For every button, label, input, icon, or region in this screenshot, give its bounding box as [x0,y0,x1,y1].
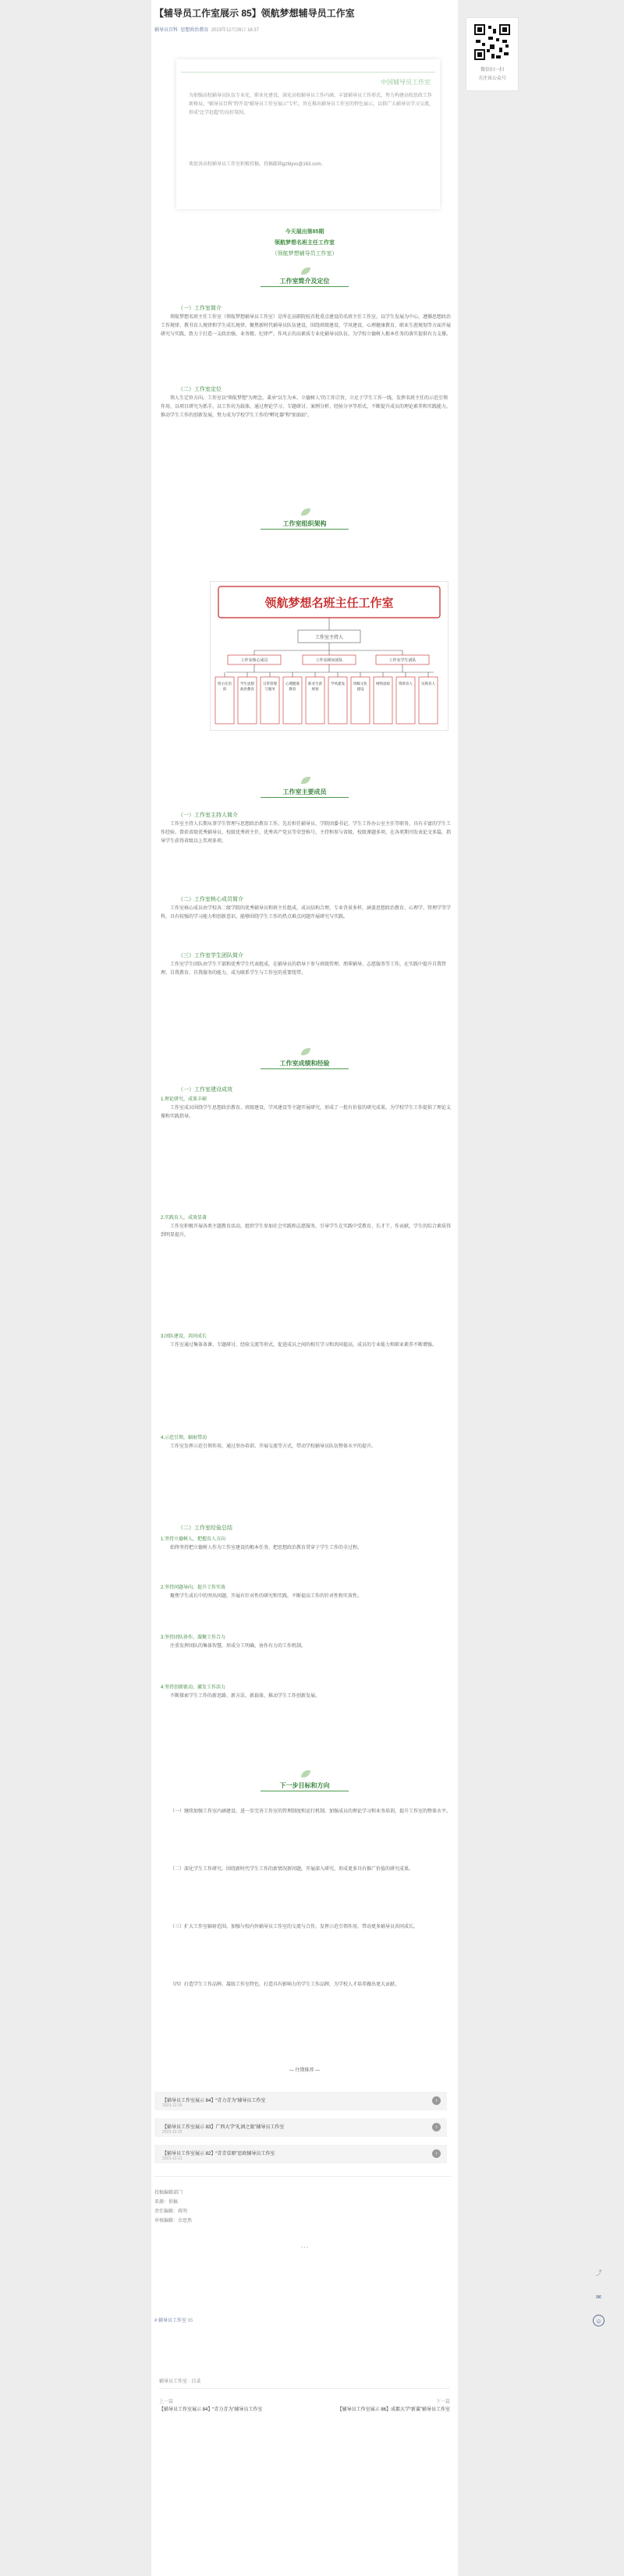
point-6d: 4.示范引领，辐射带动 [161,1436,207,1440]
section-title-next-steps [154,1781,455,1790]
paragraph-6c: 工作室通过集体备课、专题研讨、经验交流等形式，促进成员之间的相互学习和共同提高，成员的专业能力和职业素养不断增强。 [170,1343,438,1348]
related-title: 【辅导员工作室展示 82】“青青草原”思政辅导员工作室 [162,2152,275,2156]
paragraph-1: 领航梦想名班主任工作室（领航梦想辅导员工作室）是所在高职院校首批重点建设的名班主任工作室，以学生发展为中心，遵循思想政治工作规律、教书育人规律和学生成长规律，聚焦新时代辅导员队伍建设，围绕班级建设、学风建设、心理健康教育、职业生涯规划等方面开展研究与实践，致力于打造一支政治强、业务精、纪律严、作风正的高素质专业化辅导员队伍，为学校立德树人根本任务的落实提供有力支撑。 [161,315,451,337]
paragraph-6b: 工作室积极开展各类主题教育活动，组织学生参加社会实践和志愿服务，引导学生在实践中受教育、长才干、作贡献，学生的综合素质得到明显提升。 [161,1224,451,1238]
org-group-3: 工作室学生团队 [388,658,417,663]
paragraph-4: 工作室核心成员由学校各二级学院的优秀辅导员和班主任组成，成员结构合理，专业背景多样，涵盖思想政治教育、心理学、管理学等学科，具有较强的学习能力和创新意识，能够围绕学生工作的热点难点问题开展研究与实践。 [161,906,451,919]
paragraph-5: 工作室学生团队由学生干部和优秀学生代表组成，在辅导员的指导下参与班级管理、朋辈辅导、志愿服务等工作，在实践中提升自我管理、自我教育、自我服务的能力，成为联系学生与工作室的重要纽带。 [161,962,447,976]
subheading-4: （二）工作室核心成员简介 [178,897,243,902]
qr-caption-2: 关注该公众号 [477,76,506,81]
collection-nav [151,2363,458,2461]
paragraph-6d: 工作室发挥示范引领作用，通过举办培训、开展交流等方式，带动学校辅导员队伍整体水平的提升。 [170,1444,377,1449]
like-icon[interactable]: ☺ [593,2315,604,2326]
section-title-members [154,788,455,796]
studio-alt-name: （领航梦想辅导员工作室） [271,251,338,257]
studio-name: 领航梦想名班主任工作室 [275,240,335,246]
qr-caption-1: 微信扫一扫 [480,68,504,73]
intro-paragraph-1: 为加强高校辅导员队伍专业化、职业化建设，深化高校辅导员工作内涵、丰富辅导员工作形式，努力构建高校思政工作新格局，“辅导员百科”特开设“辅导员工作室展示”专栏，旨在推出辅导员工作室的特色展示，以供广大辅导员学习交流，形成“比学赶超”的良好氛围。 [189,94,434,115]
related-article-3[interactable] [154,2145,447,2163]
point-7a: 1.坚持立德树人，把握育人方向 [161,1537,226,1542]
section-heading: 工作室主要成员 [282,788,327,795]
subheading-3: （一）工作室主持人简介 [178,813,238,818]
related-article-2[interactable] [154,2118,447,2137]
org-leaf-label: 网络思政 [376,682,390,686]
section-underline [261,286,349,287]
collection-count: 85 [187,2319,193,2323]
account-name[interactable]: 思想政治教育 [180,28,209,33]
org-leaf-label: 班主任培训 [218,682,232,692]
section-heading: 下一步目标和方向 [279,1782,330,1789]
intro-paragraph-2: 欢迎各高校辅导员工作室积极投稿，投稿邮箱gzfdyxs@163.com。 [189,162,326,167]
org-title: 领航梦想名班主任工作室 [264,596,394,610]
article-tag[interactable]: 辅导员百科 [154,28,179,33]
issue-number: 今天展出第85期 [285,229,324,235]
collection-tag[interactable] [154,2316,193,2323]
related-title: 【辅导员工作室展示 83】广西大学“礼润之旅”辅导员工作室 [162,2125,285,2130]
qr-card [466,17,519,91]
divider [159,2388,450,2389]
paragraph-7c: 注重发挥团队的集体智慧，形成分工明确、协作有力的工作机制。 [170,1644,307,1649]
next-label: 下一篇 [435,2400,450,2404]
point-7b: 2.坚持问题导向，提升工作实效 [161,1586,226,1590]
org-group-1: 工作室核心成员 [240,658,268,663]
point-6a: 1.理论研究，成果丰硕 [161,1097,207,1102]
related-date: 2023-12-22 [162,2130,183,2135]
paragraph-2: 领人生定位方向。工作室以“领航梦想”为理念，秉承“以生为本、立德树人”的工作宗旨，立足于学生工作一线，发挥名班主任的示范引领作用，以项目研究为抓手，以工作坊为载体，通过理论学习、专题研讨、案例分析、经验分享等形式，不断提升成员的理论素养和实践能力，推动学生工作的创新发展，努力成为学校学生工作的“孵化器”和“加油站”。 [161,396,451,418]
arrow-right-icon: › [432,2149,441,2158]
org-group-2: 工作室顾问团队 [315,658,343,663]
collection-name[interactable]: 辅导员工作室 · 目录 [159,2379,201,2384]
paragraph-7a: 始终坚持把立德树人作为工作室建设的根本任务，把思想政治教育贯穿于学生工作的全过程。 [170,1546,363,1550]
section-heading: 工作室成绩和经验 [279,1060,330,1067]
divider [154,2176,451,2177]
org-chart-diagram [211,582,449,732]
org-leaf-label: 实践育人 [421,682,435,686]
org-leaf-label: 资助育人 [399,682,413,686]
collection-tag-label: # 辅导员工作室 [154,2319,187,2323]
footer-line-1: 投稿编辑部门 [154,2191,183,2195]
paragraph-6a: 工作室成员围绕学生思想政治教育、班级建设、学风建设等主题开展研究，形成了一批有价值的研究成果，为学校学生工作提供了理论支撑和实践指导。 [161,1106,451,1119]
paragraph-8c: （三）扩大工作室辐射范围。加强与校内外辅导员工作室的交流与合作，发挥示范引领作用，带动更多辅导员共同成长。 [170,1925,419,1929]
next-article-link[interactable]: 【辅导员工作室展示 86】成都大学“新翼”辅导员工作室 [337,2408,450,2412]
article-title: 【辅导员工作室展示 85】领航梦想辅导员工作室 [154,8,355,19]
paragraph-8a: （一）继续加强工作室内涵建设。进一步完善工作室的管理制度和运行机制，加强成员的理论学习和业务培训，提升工作室的整体水平。 [170,1809,451,1814]
related-date: 2023-12-25 [162,2103,183,2108]
article-meta [154,26,259,33]
org-leaf-label: 班级文化建设 [353,682,367,692]
org-leaf-label: 日常管理与服务 [263,682,277,692]
intro-card [176,59,440,209]
prev-article-link[interactable]: 【辅导员工作室展示 84】“青力青为”辅导员工作室 [159,2408,263,2412]
org-host: 工作室主持人 [314,635,344,640]
footer-line-4: 审核编辑：余思然 [154,2219,193,2223]
subheading-2: （二）工作室定位 [178,387,222,392]
footer-line-3: 责任编辑：蒋明 [154,2209,188,2214]
recommend-divider: — 往期推荐 — [289,2068,321,2073]
related-title: 【辅导员工作室展示 84】“青力青为”辅导员工作室 [162,2099,266,2103]
org-leaf-label: 学风建设 [331,682,345,686]
intro-tag: 中国辅导员工作室 [381,79,431,86]
point-6c: 3.团队建设，共同成长 [161,1334,207,1339]
arrow-right-icon: › [432,2096,441,2105]
section-underline [261,1068,349,1069]
section-underline [261,529,349,530]
qr-code-icon [473,23,512,62]
section-heading: 工作室简介及定位 [279,278,330,285]
point-7c: 3.坚持团队协作，凝聚工作合力 [161,1635,226,1640]
paragraph-8d: （四）打造学生工作品牌。凝练工作室特色，打造具有影响力的学生工作品牌，为学校人才培养做出更大贡献。 [170,1982,400,1987]
section-title-achievements [154,1059,455,1068]
related-article-1[interactable] [154,2092,447,2110]
subheading-7: （二）工作室经验总结 [178,1525,232,1531]
section-title-org [154,519,455,528]
org-chart [210,581,448,731]
related-date: 2023-12-21 [162,2156,183,2161]
subheading-6: （一）工作室建设成效 [178,1087,232,1093]
point-6b: 2.实践育人，成效显著 [161,1216,207,1221]
org-leaf-label: 职业生涯规划 [308,682,322,692]
paragraph-7b: 聚焦学生成长中的突出问题，开展有针对性的研究和实践，不断提高工作的针对性和实效性。 [170,1594,363,1599]
publish-time: 2023年12月26日 16:37 [211,28,260,33]
point-7d: 4.坚持创新驱动，激发工作活力 [161,1685,226,1690]
section-heading: 工作室组织架构 [282,520,327,527]
prev-label: 上一篇 [159,2400,174,2404]
loading-indicator: ··· [300,2243,309,2252]
share-icon[interactable]: ⤴ [595,2270,602,2277]
paragraph-3: 工作室主持人长期从事学生管理与思想政治教育工作，先后担任辅导员、学院团委书记、学生工作办公室主任等职务，具有丰富的学生工作经验。曾获省级优秀辅导员、校级优秀班主任、优秀共产党员等荣誉称号，主持和参与省级、校级课题多项，在各类期刊发表论文多篇，指导学生获得省级以上奖项多项。 [161,822,451,844]
org-leaf-label: 心理健康教育 [285,682,300,692]
subheading-5: （三）工作室学生团队简介 [178,953,243,958]
comment-icon[interactable]: ✉ [596,2294,601,2301]
subheading-1: （一）工作室简介 [178,306,222,311]
arrow-right-icon: › [432,2123,441,2131]
footer-line-2: 来源：供稿 [154,2200,179,2205]
intro-divider [181,72,435,73]
org-leaf-label: 学生思想政治教育 [240,682,254,692]
section-underline [261,797,349,798]
section-title-intro [154,277,455,285]
paragraph-8b: （二）深化学生工作研究。围绕新时代学生工作的新情况新问题，开展深入研究，形成更多具有推广价值的研究成果。 [170,1867,414,1872]
paragraph-7d: 不断探索学生工作的新思路、新方法、新载体，推动学生工作创新发展。 [170,1694,321,1699]
